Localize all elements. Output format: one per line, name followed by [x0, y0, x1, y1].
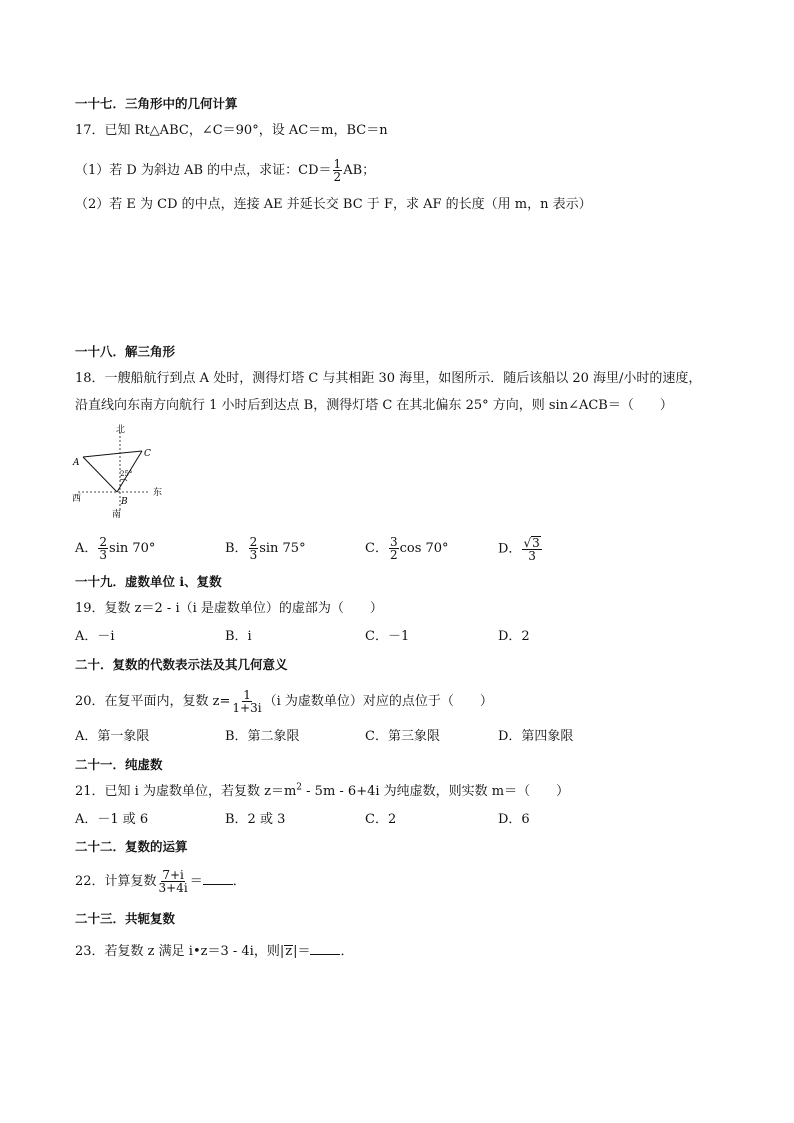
fraction-denominator: 3: [99, 548, 108, 562]
answer-blank[interactable]: [310, 942, 340, 955]
question-20-tail: （i 为虚数单位）对应的点位于（ ）: [263, 694, 493, 709]
fraction-denominator: 1+3i: [232, 701, 262, 715]
section-heading-17: 一十七．三角形中的几何计算: [75, 96, 238, 111]
option-letter: B．: [225, 541, 248, 556]
part-1-tail: AB；: [343, 163, 376, 178]
segment-AB: [83, 457, 117, 492]
option-letter: D．: [498, 541, 522, 557]
question-22: [75, 869, 246, 894]
question-17-part-2: （2）若 E 为 CD 的中点，连接 AE 并延长交 BC 于 F，求 AF 的长度（用 m，n 表示）: [75, 197, 592, 212]
compass-figure: [62, 420, 172, 520]
section-heading-22: 二十二．复数的运算: [75, 839, 188, 854]
option-fraction: [98, 536, 108, 561]
fraction-numerator: 3: [389, 535, 398, 549]
part-1-text: （1）若 D 为斜边 AB 的中点，求证：CD＝: [75, 163, 332, 178]
option-20-A: A．第一象限: [75, 729, 150, 744]
fraction-z: [231, 689, 262, 714]
option-20-D: D．第四象限: [498, 729, 574, 744]
fraction-half: [333, 158, 343, 183]
option-18-A: [75, 536, 155, 561]
question-23: [75, 942, 353, 961]
option-19-B: B．i: [225, 629, 252, 644]
fraction-numerator: 1: [243, 688, 251, 702]
section-heading-23: 二十三．共轭复数: [75, 911, 176, 926]
option-fraction: [522, 536, 541, 562]
label-angle: 25°: [120, 470, 133, 478]
option-tail: sin 70°: [109, 541, 156, 556]
question-17-part-1: [75, 158, 375, 183]
equals-sign: ＝: [189, 874, 203, 889]
question-21: [75, 783, 569, 801]
fraction-denominator: 2: [333, 170, 342, 184]
section-heading-20: 二十．复数的代数表示法及其几何意义: [75, 657, 288, 672]
label-C: C: [144, 449, 151, 459]
fraction-complex: [158, 869, 189, 894]
question-17: 17．已知 Rt△ABC，∠C＝90°，设 AC＝m，BC＝n: [75, 123, 388, 138]
option-21-D: D．6: [498, 812, 530, 827]
fraction-numerator: 7+i: [162, 868, 184, 882]
question-23-text: 23．若复数 z 满足 i•z＝3 - 4i，则|: [75, 944, 285, 959]
segment-AC: [83, 451, 142, 457]
section-heading-21: 二十一．纯虚数: [75, 757, 163, 772]
option-18-C: [365, 536, 449, 561]
answer-blank[interactable]: [203, 872, 233, 885]
question-21-tail: - 5m - 6+4i 为纯虚数，则实数 m＝（ ）: [302, 784, 570, 799]
fraction-numerator: 2: [99, 535, 108, 549]
option-19-A: A．－i: [75, 629, 115, 644]
option-tail: sin 75°: [259, 541, 306, 556]
question-23-end: ．: [340, 944, 354, 959]
question-20: [75, 689, 493, 714]
question-22-text: 22．计算复数: [75, 874, 157, 889]
label-west: 西: [72, 494, 82, 504]
option-20-B: B．第二象限: [225, 729, 300, 744]
question-18-line-2: 沿直线向东南方向航行 1 小时后到达点 B，测得灯塔 C 在其北偏东 25° 方向，则 sin∠ACB＝（ ）: [75, 398, 673, 413]
label-east: 东: [153, 488, 163, 498]
label-B: B: [121, 497, 128, 507]
fraction-numerator: 1: [333, 157, 342, 171]
question-18-line-1: 18．一艘船航行到点 A 处时，测得灯塔 C 与其相距 30 海里，如图所示．随后该船以 20 海里/小时的速度，: [75, 371, 702, 386]
option-18-B: [225, 536, 306, 561]
label-A: A: [73, 458, 80, 468]
fraction-denominator: 3+4i: [158, 881, 188, 895]
fraction-numerator: 2: [249, 535, 258, 549]
option-tail: cos 70°: [399, 541, 449, 556]
option-fraction: [249, 536, 259, 561]
sqrt-radicand: 3: [532, 536, 540, 550]
sqrt-numerator: [522, 536, 541, 550]
section-heading-19: 一十九．虚数单位 i、复数: [75, 574, 222, 589]
section-heading-18: 一十八．解三角形: [75, 344, 176, 359]
option-21-B: B．2 或 3: [225, 812, 286, 827]
option-21-C: C．2: [365, 812, 397, 827]
option-letter: A．: [75, 541, 98, 556]
fraction-denominator: 3: [249, 548, 258, 562]
fraction-denominator: 2: [389, 548, 398, 562]
option-19-D: D．2: [498, 629, 530, 644]
option-letter: C．: [365, 541, 388, 556]
option-20-C: C．第三象限: [365, 729, 440, 744]
fraction-denominator: 3: [528, 549, 536, 563]
option-21-A: A．－1 或 6: [75, 812, 149, 827]
conjugate-z: z: [285, 944, 293, 959]
sqrt-icon: √: [523, 536, 532, 550]
exponent: 2: [296, 782, 303, 793]
question-19: 19．复数 z＝2 - i（i 是虚数单位）的虚部为（ ）: [75, 601, 383, 616]
question-21-text: 21．已知 i 为虚数单位，若复数 z＝m: [75, 784, 297, 799]
question-23-tail: |＝: [293, 944, 311, 959]
option-18-D: [498, 536, 543, 562]
label-north: 北: [116, 425, 126, 435]
question-20-text: 20．在复平面内，复数 z=: [75, 694, 231, 709]
option-19-C: C．－1: [365, 629, 410, 644]
question-22-end: ．: [232, 874, 246, 889]
label-south: 南: [112, 510, 122, 520]
option-fraction: [389, 536, 399, 561]
